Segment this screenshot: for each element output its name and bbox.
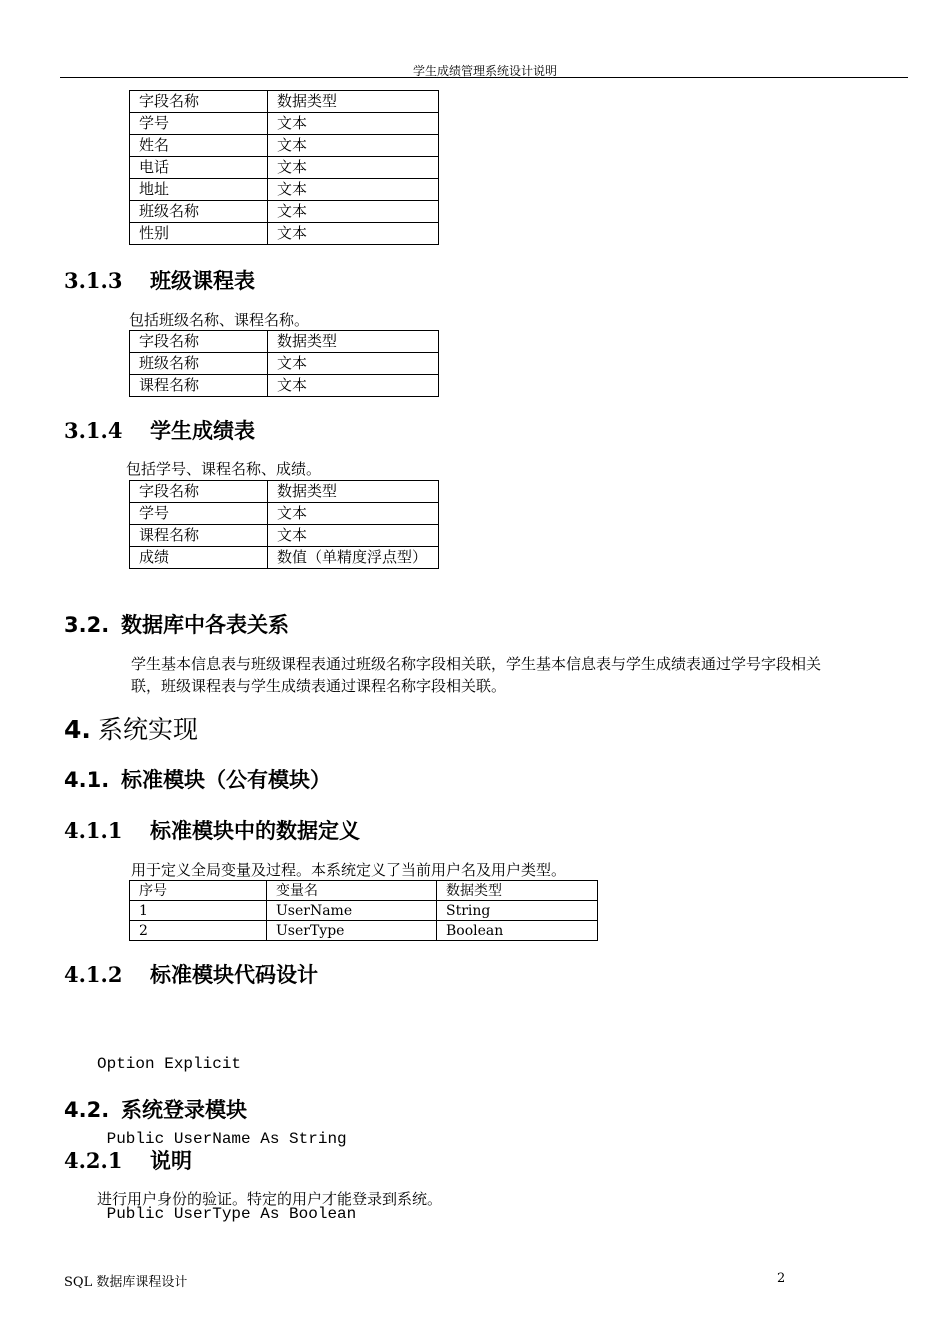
section-number: 4.1.2 xyxy=(64,962,123,987)
table-cell: 2 xyxy=(130,921,267,941)
variables-table xyxy=(129,880,598,941)
table-cell: 文本 xyxy=(268,525,439,547)
section-number: 3.1.4 xyxy=(64,418,123,443)
section-title: 标准模块（公有模块） xyxy=(121,768,331,792)
section-title: 标准模块中的数据定义 xyxy=(150,819,360,843)
code-line: Public UserType As Boolean xyxy=(97,1205,357,1223)
table-cell: 电话 xyxy=(130,157,268,179)
code-line: Option Explicit xyxy=(97,1055,242,1073)
table-header-row xyxy=(130,881,598,901)
heading-3-2 xyxy=(64,609,289,639)
table-row xyxy=(130,157,439,179)
table-row xyxy=(130,135,439,157)
table-cell: 文本 xyxy=(268,223,439,245)
heading-4-1-2 xyxy=(64,959,318,989)
heading-3-1-4 xyxy=(64,415,255,445)
table-cell: 数值（单精度浮点型） xyxy=(268,547,439,569)
table-cell: 班级名称 xyxy=(130,201,268,223)
table-header-cell: 字段名称 xyxy=(130,331,268,353)
table-row xyxy=(130,547,439,569)
code-block xyxy=(97,1002,356,1252)
section-description: 用于定义全局变量及过程。本系统定义了当前用户名及用户类型。 xyxy=(131,861,567,879)
heading-4-1-1 xyxy=(64,815,360,845)
paragraph-line: 学生基本信息表与班级课程表通过班级名称字段相关联，学生基本信息表与学生成绩表通过学号字段相关 xyxy=(131,655,822,673)
table-row xyxy=(130,375,439,397)
section-title: 标准模块代码设计 xyxy=(150,963,318,987)
table-header-cell: 字段名称 xyxy=(130,91,268,113)
table-row xyxy=(130,353,439,375)
table-header-row xyxy=(130,91,439,113)
table-cell: 1 xyxy=(130,901,267,921)
table-cell: 课程名称 xyxy=(130,525,268,547)
section-description: 进行用户身份的验证。特定的用户才能登录到系统。 xyxy=(97,1190,443,1208)
table-cell: 文本 xyxy=(268,375,439,397)
table-header-cell: 数据类型 xyxy=(268,481,439,503)
section-description: 包括学号、课程名称、成绩。 xyxy=(126,460,322,478)
section-description: 包括班级名称、课程名称。 xyxy=(129,311,310,329)
scores-table xyxy=(129,480,439,569)
table-cell: UserType xyxy=(267,921,437,941)
table-header-cell: 变量名 xyxy=(267,881,437,901)
section-number: 4.1. xyxy=(64,768,110,792)
table-row xyxy=(130,113,439,135)
section-number: 4. xyxy=(64,715,91,744)
table-row xyxy=(130,901,598,921)
table-row xyxy=(130,525,439,547)
table-row xyxy=(130,223,439,245)
section-title: 系统实现 xyxy=(98,715,199,744)
table-cell: UserName xyxy=(267,901,437,921)
table-row xyxy=(130,503,439,525)
table-cell: 地址 xyxy=(130,179,268,201)
heading-3-1-3 xyxy=(64,265,255,295)
table-header-row xyxy=(130,331,439,353)
table-cell: 班级名称 xyxy=(130,353,268,375)
table-cell: 课程名称 xyxy=(130,375,268,397)
table-cell: 性别 xyxy=(130,223,268,245)
table-header-row xyxy=(130,481,439,503)
student-fields-table xyxy=(129,90,439,245)
section-number: 3.2. xyxy=(64,613,110,637)
table-cell: String xyxy=(437,901,598,921)
section-title: 班级课程表 xyxy=(150,269,255,293)
section-title: 学生成绩表 xyxy=(150,419,255,443)
table-header-cell: 数据类型 xyxy=(437,881,598,901)
heading-4-1 xyxy=(64,764,331,794)
table-cell: 文本 xyxy=(268,353,439,375)
table-cell: 文本 xyxy=(268,113,439,135)
page-header-title: 学生成绩管理系统设计说明 xyxy=(412,64,557,78)
page-number: 2 xyxy=(777,1271,786,1286)
section-number: 3.1.3 xyxy=(64,268,123,293)
table-row xyxy=(130,921,598,941)
table-cell: 成绩 xyxy=(130,547,268,569)
table-cell: 文本 xyxy=(268,503,439,525)
heading-4-2 xyxy=(64,1094,247,1124)
code-line: Public UserName As String xyxy=(97,1130,347,1148)
table-row xyxy=(130,201,439,223)
table-cell: Boolean xyxy=(437,921,598,941)
section-title: 系统登录模块 xyxy=(121,1098,247,1122)
section-title: 数据库中各表关系 xyxy=(121,613,289,637)
relations-paragraph xyxy=(131,653,931,697)
heading-4-2-1 xyxy=(64,1145,192,1175)
section-number: 4.2.1 xyxy=(64,1148,123,1173)
table-cell: 学号 xyxy=(130,113,268,135)
table-cell: 学号 xyxy=(130,503,268,525)
table-cell: 姓名 xyxy=(130,135,268,157)
heading-4 xyxy=(64,710,198,746)
table-row xyxy=(130,179,439,201)
section-number: 4.1.1 xyxy=(64,818,123,843)
table-cell: 文本 xyxy=(268,157,439,179)
section-number: 4.2. xyxy=(64,1098,110,1122)
table-cell: 文本 xyxy=(268,135,439,157)
table-cell: 文本 xyxy=(268,179,439,201)
table-header-cell: 数据类型 xyxy=(268,331,439,353)
class-course-table xyxy=(129,330,439,397)
footer-course-title: SQL 数据库课程设计 xyxy=(64,1275,188,1290)
table-header-cell: 字段名称 xyxy=(130,481,268,503)
header-rule xyxy=(60,77,908,78)
paragraph-line: 联，班级课程表与学生成绩表通过课程名称字段相关联。 xyxy=(131,677,507,695)
section-title: 说明 xyxy=(150,1149,192,1173)
table-cell: 文本 xyxy=(268,201,439,223)
table-header-cell: 数据类型 xyxy=(268,91,439,113)
table-header-cell: 序号 xyxy=(130,881,267,901)
